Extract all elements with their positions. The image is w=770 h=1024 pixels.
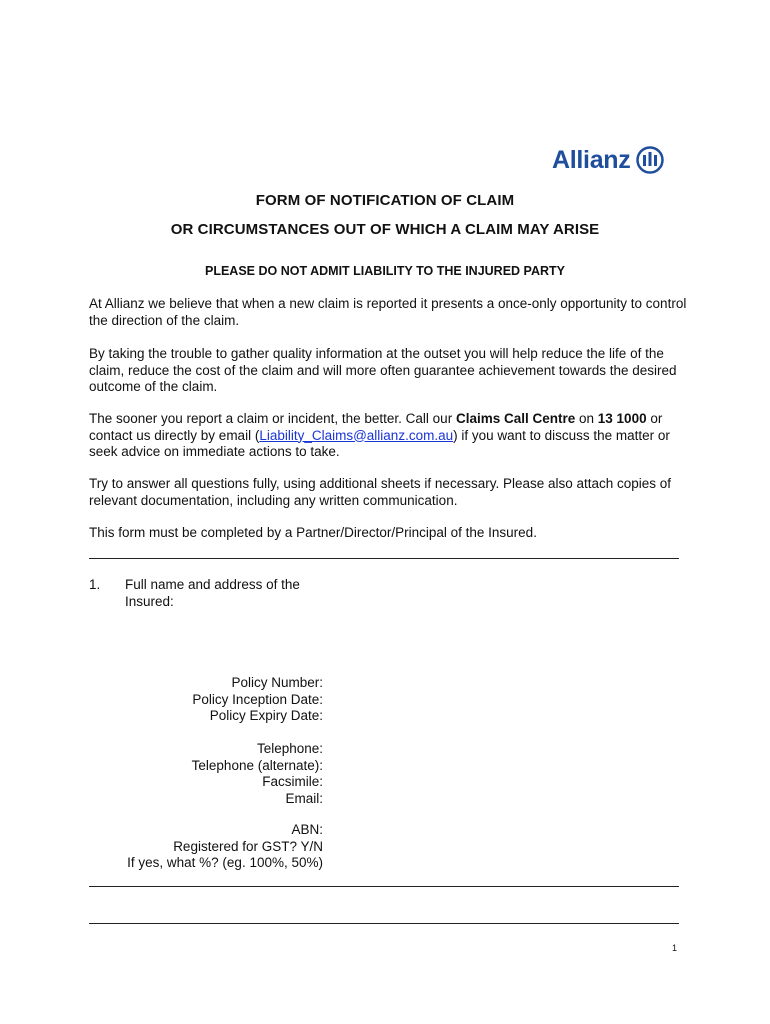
liability-warning: PLEASE DO NOT ADMIT LIABILITY TO THE INJURED PARTY: [205, 264, 565, 278]
allianz-logo: [552, 142, 664, 178]
footer-divider: [89, 923, 679, 924]
field-label-abn: ABN:: [291, 822, 323, 837]
field-label-policy-number: Policy Number:: [231, 675, 323, 690]
field-label-gst-percent: If yes, what %? (eg. 100%, 50%): [127, 855, 323, 870]
field-label-gst: Registered for GST? Y/N: [173, 838, 323, 854]
section-divider-top: [89, 558, 679, 559]
field-label-policy-inception: Policy Inception Date:: [192, 691, 323, 707]
completion-requirement: This form must be completed by a Partner/Director/Principal of the Insured.: [89, 525, 537, 540]
contact-fields: [192, 741, 323, 807]
allianz-eagle-icon: [636, 146, 664, 174]
field-label-telephone-alternate: Telephone (alternate):: [191, 757, 323, 773]
form-title-line-1: FORM OF NOTIFICATION OF CLAIM: [255, 192, 515, 209]
form-title-line-2: OR CIRCUMSTANCES OUT OF WHICH A CLAIM MAY ARISE: [170, 221, 600, 238]
field-label-facsimile: Facsimile:: [262, 774, 323, 789]
claims-phone-number: 13 1000: [597, 411, 647, 426]
question-number: 1.: [89, 577, 101, 592]
quality-info-paragraph: By taking the trouble to gather quality information at the outset you will help reduce the life of the claim, reduce the cost of the claim and will more often guarantee achievement towards the desired outcome of the claim.: [89, 346, 677, 394]
field-label-telephone: Telephone:: [256, 741, 323, 756]
tax-fields: [127, 822, 323, 872]
logo-text: Allianz: [552, 145, 631, 174]
claims-call-centre: Claims Call Centre: [455, 411, 576, 426]
field-label-policy-expiry: Policy Expiry Date:: [209, 708, 323, 723]
section-divider-bottom: [89, 886, 679, 887]
claims-email-link[interactable]: Liability_Claims@allianz.com.au: [259, 427, 454, 443]
field-label-email: Email:: [285, 790, 323, 806]
question-insured-name-address: Full name and address of the Insured:: [125, 577, 300, 609]
instructions-paragraph: Try to answer all questions fully, using additional sheets if necessary. Please also attach copies of relevant documentation, including any written communication.: [89, 476, 672, 508]
page-number: 1: [672, 943, 678, 953]
policy-fields: [192, 675, 323, 725]
contact-paragraph: The sooner you report a claim or incident, the better. Call our Claims Call Centre on 13 1000 or contact us directly by email (Liability_Claims@allianz.com.au) if you want to discuss the matter or seek advice on immediate actions to take.: [89, 411, 670, 459]
intro-paragraph: At Allianz we believe that when a new claim is reported it presents a once-only opportunity to control the direction of the claim.: [89, 296, 687, 328]
